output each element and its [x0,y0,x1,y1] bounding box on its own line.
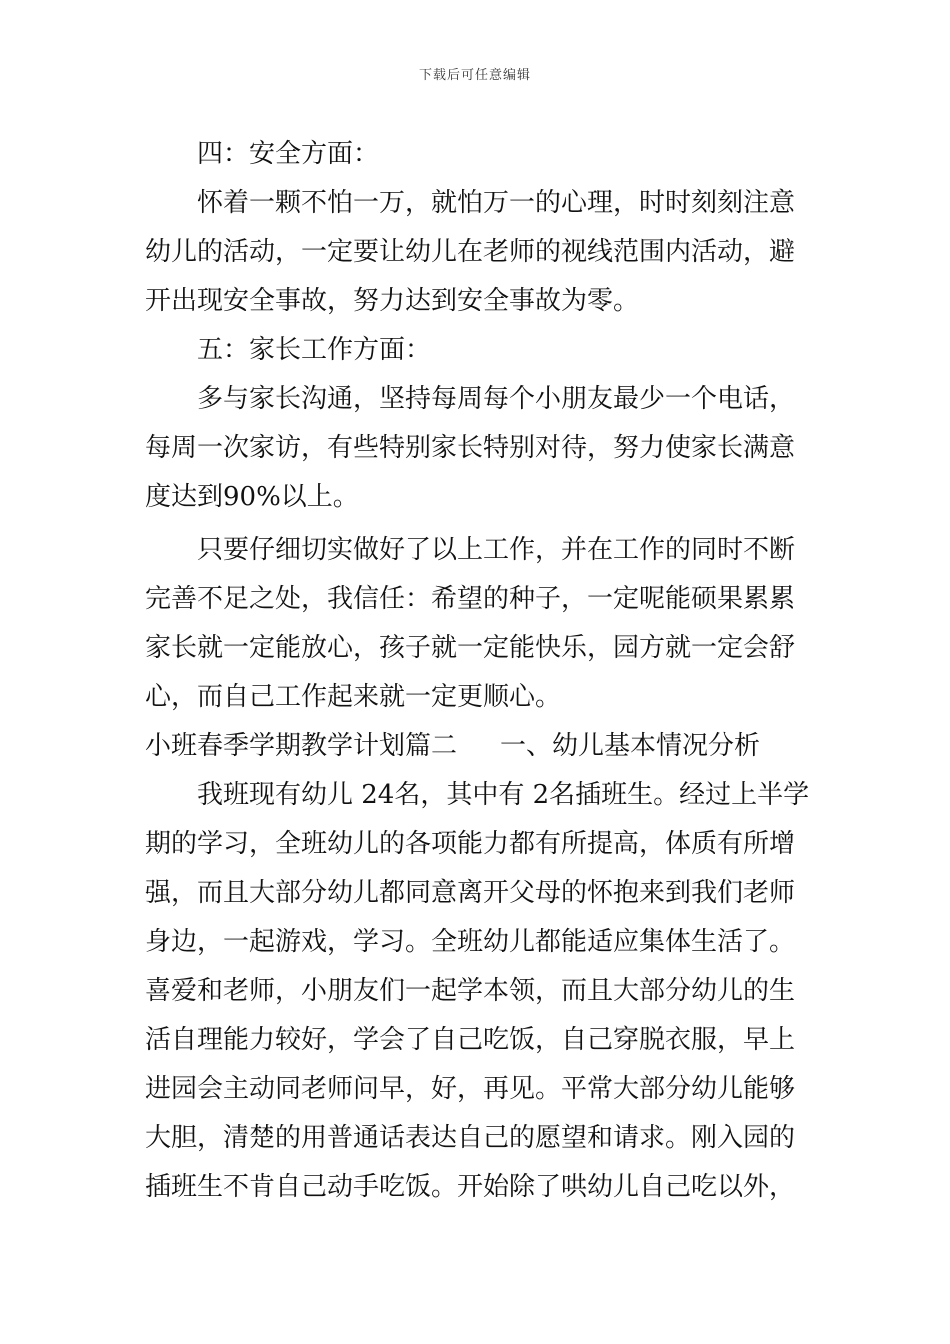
paragraph-line: 完善不足之处，我信任：希望的种子，一定呢能硕果累累 [145,584,796,614]
paragraph-line: 度达到90%以上。 [145,482,359,512]
paragraph-line: 插班生不肯自己动手吃饭。开始除了哄幼儿自己吃以外， [145,1172,796,1202]
paragraph-line: 家长就一定能放心，孩子就一定能快乐，园方就一定会舒 [145,633,796,663]
section-title [145,722,810,771]
paragraph-line: 期的学习，全班幼儿的各项能力都有所提高，体质有所增 [145,829,796,859]
paragraph-line: 心，而自己工作起来就一定更顺心。 [145,682,562,712]
paragraph-line: 幼儿的活动，一定要让幼儿在老师的视线范围内活动，避 [145,237,796,267]
paragraph-line: 强，而且大部分幼儿都同意离开父母的怀抱来到我们老师 [145,878,796,908]
section-heading-safety: 四：安全方面： [197,139,380,169]
paragraph-line: 多与家长沟通，坚持每周每个小朋友最少一个电话， [197,384,796,414]
section-title-right: 一、幼儿基本情况分析 [499,731,760,761]
paragraph-line: 每周一次家访，有些特别家长特别对待，努力使家长满意 [145,433,796,463]
paragraph-line: 大胆，清楚的用普通话表达自己的愿望和请求。刚入园的 [145,1123,796,1153]
paragraph-line: 身边，一起游戏，学习。全班幼儿都能适应集体生活了。 [145,927,796,957]
paragraph-line: 进园会主动同老师问早，好，再见。平常大部分幼儿能够 [145,1074,796,1104]
section-title-left: 小班春季学期教学计划篇二 [145,731,458,761]
paragraph-line: 我班现有幼儿 24名，其中有 2名插班生。经过上半学 [197,780,810,810]
paragraph-line: 怀着一颗不怕一万，就怕万一的心理，时时刻刻注意 [197,188,796,218]
document-body [145,130,810,1212]
paragraph-line: 活自理能力较好，学会了自己吃饭，自己穿脱衣服，早上 [145,1025,796,1055]
paragraph-line: 只要仔细切实做好了以上工作，并在工作的同时不断 [197,535,796,565]
header-note: 下载后可任意编辑 [418,68,531,83]
section-heading-parents: 五：家长工作方面： [197,335,432,365]
paragraph-line: 开出现安全事故，努力达到安全事故为零。 [145,286,640,316]
paragraph-line: 喜爱和老师，小朋友们一起学本领，而且大部分幼儿的生 [145,976,796,1006]
